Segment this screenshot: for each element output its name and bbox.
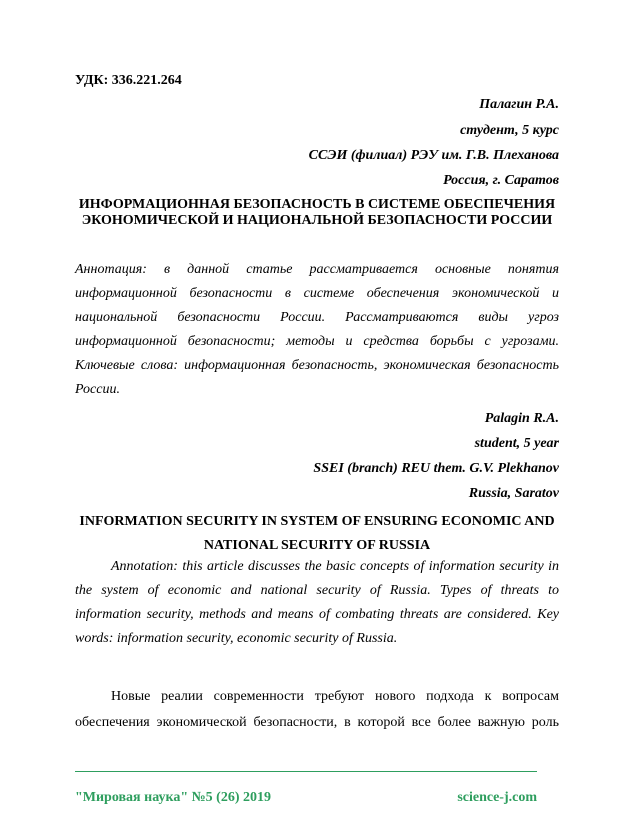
article-title-ru: ИНФОРМАЦИОННАЯ БЕЗОПАСНОСТЬ В СИСТЕМЕ ОБЕСПЕЧЕНИЯ ЭКОНОМИЧЕСКОЙ И НАЦИОНАЛЬНОЙ БЕЗОПАСНОСТИ РОССИИ: [78, 197, 556, 228]
author-affiliation-ru: ССЭИ (филиал) РЭУ им. Г.В. Плеханова: [308, 148, 559, 163]
author-affiliation-en: SSEI (branch) REU them. G.V. Plekhanov: [313, 461, 559, 476]
body-paragraph: Новые реалии современности требуют нового подхода к вопросам обеспечения экономической безопасности, в которой все более важную роль: [75, 689, 559, 730]
udk-code: УДК: 336.221.264: [75, 73, 182, 88]
author-name-en: Palagin R.A.: [484, 411, 559, 426]
author-position-ru: студент, 5 курс: [460, 123, 559, 138]
annotation-ru: Аннотация: в данной статье рассматривается основные понятия информационной безопасности в системе обеспечения экономической и национальной безопасности России. Рассматриваются виды угроз информационной безопасности; методы и средства борьбы с угрозами.: [75, 262, 559, 349]
abstract-ru: [75, 258, 559, 402]
article-title-en: INFORMATION SECURITY IN SYSTEM OF ENSURING ECONOMIC AND NATIONAL SECURITY OF RUSSIA: [79, 514, 555, 553]
author-name-ru: Палагин Р.А.: [479, 97, 559, 112]
author-location-ru: Россия, г. Саратов: [443, 173, 559, 188]
author-location-en: Russia, Saratov: [468, 486, 559, 501]
footer-journal-name: "Мировая наука" №5 (26) 2019: [75, 790, 271, 805]
author-position-en: student, 5 year: [474, 436, 559, 451]
keywords-ru: Ключевые слова: информационная безопасность, экономическая безопасность России.: [75, 358, 559, 397]
abstract-en: Annotation: this article discusses the basic concepts of information security in the system of economic and national security of Russia. Types of threats to information security, methods and means of combating threats are considered. Key words: information security, economic security of Russia.: [75, 559, 559, 646]
footer-divider: [75, 771, 537, 772]
footer-site-link[interactable]: science-j.com: [457, 790, 537, 805]
